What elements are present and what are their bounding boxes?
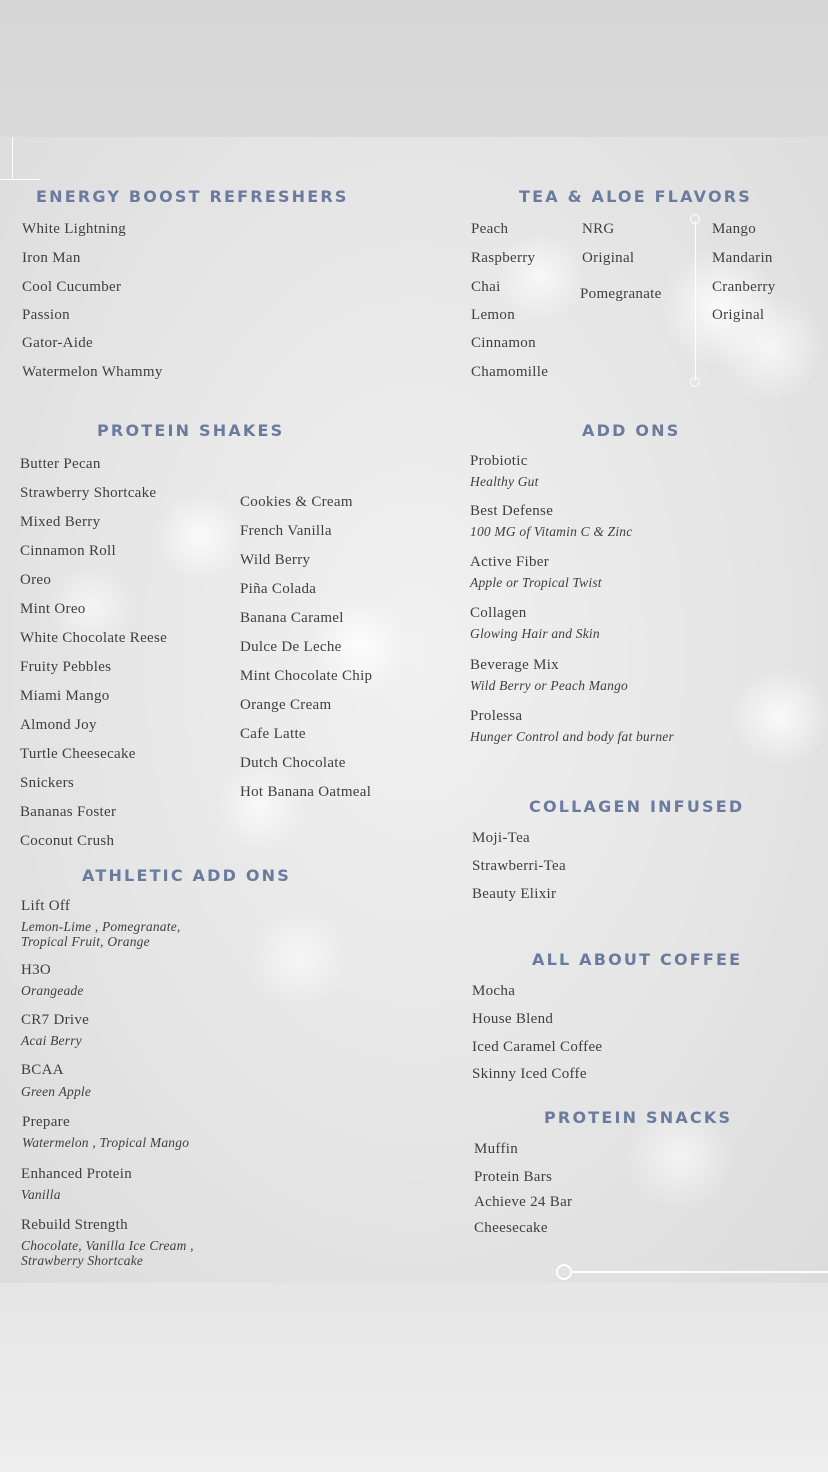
shake-item: Snickers	[20, 775, 75, 791]
athletic-item-name: CR7 Drive	[21, 1012, 90, 1028]
aloe-flavor: Mango	[712, 221, 756, 237]
add-on-name: Active Fiber	[470, 554, 549, 570]
add-on-name: Best Defense	[470, 503, 554, 519]
bottom-margin	[0, 1283, 828, 1472]
shake-item: Orange Cream	[240, 697, 332, 713]
shake-item: French Vanilla	[240, 523, 332, 539]
athletic-item-desc: Acai Berry	[21, 1033, 82, 1048]
shake-item: Miami Mango	[20, 688, 110, 704]
snack-item: Muffin	[474, 1141, 519, 1157]
athletic-item-desc: Chocolate, Vanilla Ice Cream ,	[21, 1238, 194, 1253]
tea-flavor: Chamomille	[471, 364, 549, 380]
bottom-decor-dot	[556, 1264, 572, 1280]
aloe-flavor: Mandarin	[712, 250, 773, 266]
shake-item: Bananas Foster	[20, 804, 117, 820]
tea-flavor: NRG	[582, 221, 615, 237]
shake-item: Turtle Cheesecake	[20, 746, 136, 762]
coffee-heading: ALL ABOUT COFFEE	[532, 950, 743, 969]
shake-item: Cinnamon Roll	[20, 543, 116, 559]
athletic-item-desc: Vanilla	[21, 1187, 61, 1202]
collagen-infused-heading: COLLAGEN INFUSED	[529, 797, 745, 816]
bottom-decor-line	[570, 1271, 828, 1273]
energy-item: White Lightning	[22, 221, 127, 237]
tea-aloe-heading: TEA & ALOE FLAVORS	[519, 187, 752, 206]
energy-boost-heading: ENERGY BOOST REFRESHERS	[36, 187, 349, 206]
shake-item: Oreo	[20, 572, 52, 588]
athletic-item-desc: Strawberry Shortcake	[21, 1253, 144, 1268]
tea-flavor: Lemon	[471, 307, 515, 323]
athletic-item-desc: Orangeade	[21, 983, 84, 998]
shake-item: Cookies & Cream	[240, 494, 353, 510]
athletic-item-name: BCAA	[21, 1062, 64, 1078]
athletic-item-name: Enhanced Protein	[21, 1166, 133, 1182]
add-on-name: Collagen	[470, 605, 527, 621]
add-on-desc: 100 MG of Vitamin C & Zinc	[470, 524, 633, 539]
divider-dot-top	[690, 214, 700, 224]
athletic-item-name: Lift Off	[21, 898, 71, 914]
top-margin	[0, 0, 828, 137]
shake-item: Banana Caramel	[240, 610, 344, 626]
coffee-item: Skinny Iced Coffe	[472, 1066, 587, 1082]
tea-flavor: Pomegranate	[580, 286, 662, 302]
add-on-desc: Apple or Tropical Twist	[470, 575, 602, 590]
add-on-name: Probiotic	[470, 453, 528, 469]
add-on-name: Beverage Mix	[470, 657, 559, 673]
shake-item: Dulce De Leche	[240, 639, 342, 655]
add-on-desc: Glowing Hair and Skin	[470, 626, 600, 641]
shake-item: Hot Banana Oatmeal	[240, 784, 372, 800]
athletic-item-desc: Watermelon , Tropical Mango	[22, 1135, 190, 1150]
add-on-name: Prolessa	[470, 708, 523, 724]
coffee-item: Iced Caramel Coffee	[472, 1039, 603, 1055]
protein-snacks-heading: PROTEIN SNACKS	[544, 1108, 733, 1127]
athletic-item-name: Prepare	[22, 1114, 70, 1130]
collagen-item: Strawberri-Tea	[472, 858, 566, 874]
collagen-item: Beauty Elixir	[472, 886, 557, 902]
energy-item: Iron Man	[22, 250, 81, 266]
shake-item: Mint Oreo	[20, 601, 86, 617]
tea-flavor: Chai	[471, 279, 501, 295]
add-on-desc: Hunger Control and body fat burner	[470, 729, 674, 744]
tea-flavor: Cinnamon	[471, 335, 536, 351]
shake-item: Fruity Pebbles	[20, 659, 112, 675]
corner-line-vertical	[12, 137, 13, 179]
shake-item: Wild Berry	[240, 552, 311, 568]
athletic-item-name: H3O	[21, 962, 52, 978]
snack-item: Protein Bars	[474, 1169, 553, 1185]
snack-item: Cheesecake	[474, 1220, 548, 1236]
athletic-item-desc: Lemon-Lime , Pomegranate,	[21, 919, 181, 934]
energy-item: Cool Cucumber	[22, 279, 122, 295]
shake-item: Dutch Chocolate	[240, 755, 346, 771]
snack-item: Achieve 24 Bar	[474, 1194, 573, 1210]
aloe-flavor: Original	[712, 307, 765, 323]
collagen-item: Moji-Tea	[472, 830, 530, 846]
energy-item: Passion	[22, 307, 70, 323]
athletic-add-ons-heading: ATHLETIC ADD ONS	[82, 866, 291, 885]
shake-item: Coconut Crush	[20, 833, 115, 849]
energy-item: Watermelon Whammy	[22, 364, 163, 380]
tea-column-divider	[695, 221, 696, 381]
athletic-item-name: Rebuild Strength	[21, 1217, 128, 1233]
shake-item: White Chocolate Reese	[20, 630, 168, 646]
divider-dot-bottom	[690, 377, 700, 387]
add-on-desc: Healthy Gut	[470, 474, 539, 489]
tea-flavor: Raspberry	[471, 250, 536, 266]
menu-board	[0, 137, 828, 1283]
add-on-desc: Wild Berry or Peach Mango	[470, 678, 628, 693]
shake-item: Mint Chocolate Chip	[240, 668, 373, 684]
tea-flavor: Peach	[471, 221, 509, 237]
tea-flavor: Original	[582, 250, 635, 266]
shake-item: Strawberry Shortcake	[20, 485, 157, 501]
athletic-item-desc: Green Apple	[21, 1084, 92, 1099]
shake-item: Butter Pecan	[20, 456, 101, 472]
shake-item: Mixed Berry	[20, 514, 101, 530]
shake-item: Piña Colada	[240, 581, 317, 597]
protein-shakes-heading: PROTEIN SHAKES	[97, 421, 285, 440]
aloe-flavor: Cranberry	[712, 279, 776, 295]
athletic-item-desc: Tropical Fruit, Orange	[21, 934, 150, 949]
energy-item: Gator-Aide	[22, 335, 94, 351]
shake-item: Cafe Latte	[240, 726, 306, 742]
corner-line-horizontal	[0, 179, 40, 180]
add-ons-heading: ADD ONS	[582, 421, 681, 440]
shake-item: Almond Joy	[20, 717, 97, 733]
coffee-item: Mocha	[472, 983, 516, 999]
coffee-item: House Blend	[472, 1011, 554, 1027]
